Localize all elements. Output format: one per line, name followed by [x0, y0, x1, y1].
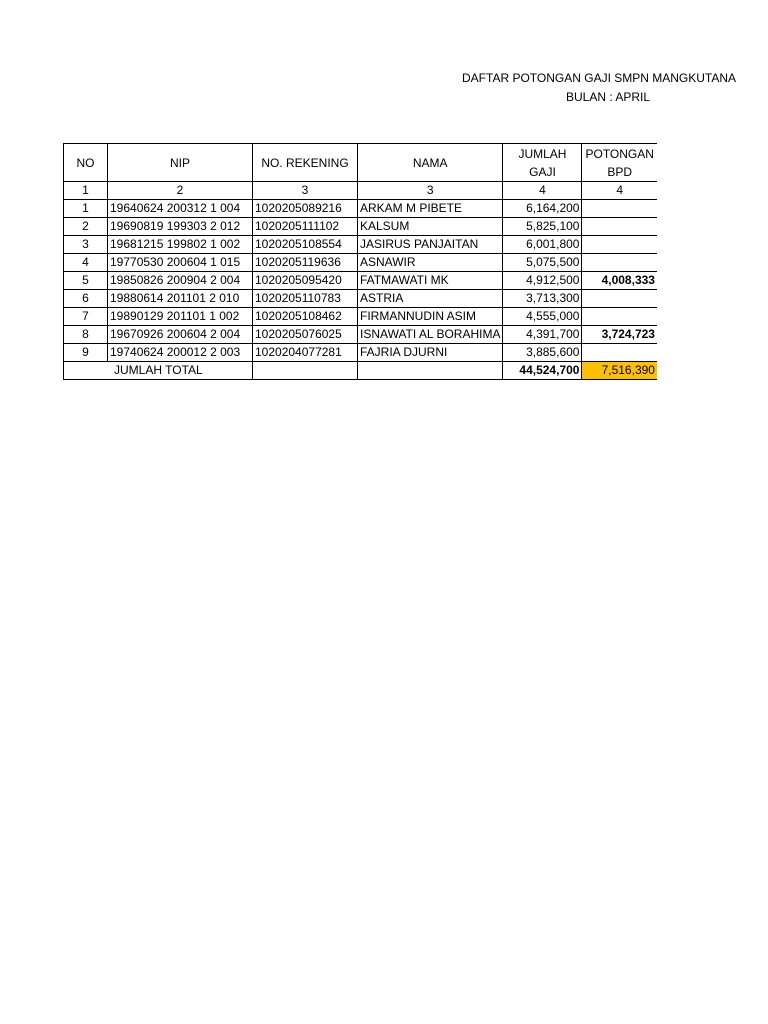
- cell-nama: FAJRIA DJURNI: [358, 344, 503, 362]
- cell-rekening: 1020205111102: [253, 218, 358, 236]
- cell-nip: 19880614 201101 2 010: [108, 290, 253, 308]
- cell-gaji: 4,912,500: [503, 272, 582, 290]
- cell-nip: 19681215 199802 1 002: [108, 236, 253, 254]
- document-title: DAFTAR POTONGAN GAJI SMPN MANGKUTANA: [462, 71, 737, 85]
- cell-nama: JASIRUS PANJAITAN: [358, 236, 503, 254]
- cell-potongan: [582, 218, 657, 236]
- cell-nama: KALSUM: [358, 218, 503, 236]
- header-nama: NAMA: [358, 144, 503, 182]
- total-row: [64, 362, 657, 380]
- header-rekening: NO. REKENING: [253, 144, 358, 182]
- cell-no: 3: [64, 236, 108, 254]
- cell-no: 5: [64, 272, 108, 290]
- cell-no: 6: [64, 290, 108, 308]
- column-number: 3: [253, 182, 358, 200]
- table-row: [64, 344, 657, 362]
- cell-gaji: 5,825,100: [503, 218, 582, 236]
- cell-gaji: 6,001,800: [503, 236, 582, 254]
- cell-nip: 19890129 201101 1 002: [108, 308, 253, 326]
- table-row: [64, 254, 657, 272]
- total-gaji: 44,524,700: [503, 362, 582, 380]
- cell-nama: FIRMANNUDIN ASIM: [358, 308, 503, 326]
- cell-rekening: 1020205108554: [253, 236, 358, 254]
- column-number: 3: [358, 182, 503, 200]
- total-empty-cell: [253, 362, 358, 380]
- cell-no: 4: [64, 254, 108, 272]
- cell-no: 1: [64, 200, 108, 218]
- cell-nama: ARKAM M PIBETE: [358, 200, 503, 218]
- cell-rekening: 1020205095420: [253, 272, 358, 290]
- cell-nip: 19670926 200604 2 004: [108, 326, 253, 344]
- cell-no: 9: [64, 344, 108, 362]
- table-row: [64, 326, 657, 344]
- cell-gaji: 6,164,200: [503, 200, 582, 218]
- cell-rekening: 1020205076025: [253, 326, 358, 344]
- cell-potongan: [582, 290, 657, 308]
- total-label: JUMLAH TOTAL: [64, 362, 253, 380]
- cell-rekening: 1020205108462: [253, 308, 358, 326]
- cell-nama: ISNAWATI AL BORAHIMA: [358, 326, 503, 344]
- cell-potongan: [582, 308, 657, 326]
- table-row: [64, 218, 657, 236]
- header-potongan-bpd: POTONGAN BPD: [582, 144, 657, 182]
- header-nip: NIP: [108, 144, 253, 182]
- cell-nip: 19850826 200904 2 004: [108, 272, 253, 290]
- cell-rekening: 1020204077281: [253, 344, 358, 362]
- total-empty-cell: [358, 362, 503, 380]
- table-row: [64, 308, 657, 326]
- column-number: 4: [503, 182, 582, 200]
- cell-potongan: [582, 236, 657, 254]
- cell-gaji: 3,713,300: [503, 290, 582, 308]
- total-potongan: 7,516,390: [582, 362, 657, 380]
- cell-potongan: 4,008,333: [582, 272, 657, 290]
- cell-potongan: 3,724,723: [582, 326, 657, 344]
- cell-gaji: 4,555,000: [503, 308, 582, 326]
- document-month: BULAN : APRIL: [566, 90, 651, 104]
- cell-nama: ASNAWIR: [358, 254, 503, 272]
- cell-nama: FATMAWATI MK: [358, 272, 503, 290]
- salary-deduction-table: [63, 143, 657, 380]
- cell-nama: ASTRIA: [358, 290, 503, 308]
- cell-nip: 19770530 200604 1 015: [108, 254, 253, 272]
- cell-gaji: 5,075,500: [503, 254, 582, 272]
- cell-rekening: 1020205089216: [253, 200, 358, 218]
- cell-gaji: 3,885,600: [503, 344, 582, 362]
- cell-nip: 19740624 200012 2 003: [108, 344, 253, 362]
- table-row: [64, 272, 657, 290]
- cell-potongan: [582, 200, 657, 218]
- column-number-row: [64, 182, 657, 200]
- column-number: 2: [108, 182, 253, 200]
- cell-rekening: 1020205119636: [253, 254, 358, 272]
- column-number: 1: [64, 182, 108, 200]
- header-no: NO: [64, 144, 108, 182]
- cell-gaji: 4,391,700: [503, 326, 582, 344]
- table-row: [64, 290, 657, 308]
- table-row: [64, 200, 657, 218]
- cell-potongan: [582, 254, 657, 272]
- cell-nip: 19640624 200312 1 004: [108, 200, 253, 218]
- cell-potongan: [582, 344, 657, 362]
- cell-no: 7: [64, 308, 108, 326]
- cell-no: 2: [64, 218, 108, 236]
- cell-no: 8: [64, 326, 108, 344]
- cell-nip: 19690819 199303 2 012: [108, 218, 253, 236]
- header-row: [64, 144, 657, 182]
- column-number: 4: [582, 182, 657, 200]
- header-jumlah-gaji: JUMLAH GAJI: [503, 144, 582, 182]
- cell-rekening: 1020205110783: [253, 290, 358, 308]
- table-row: [64, 236, 657, 254]
